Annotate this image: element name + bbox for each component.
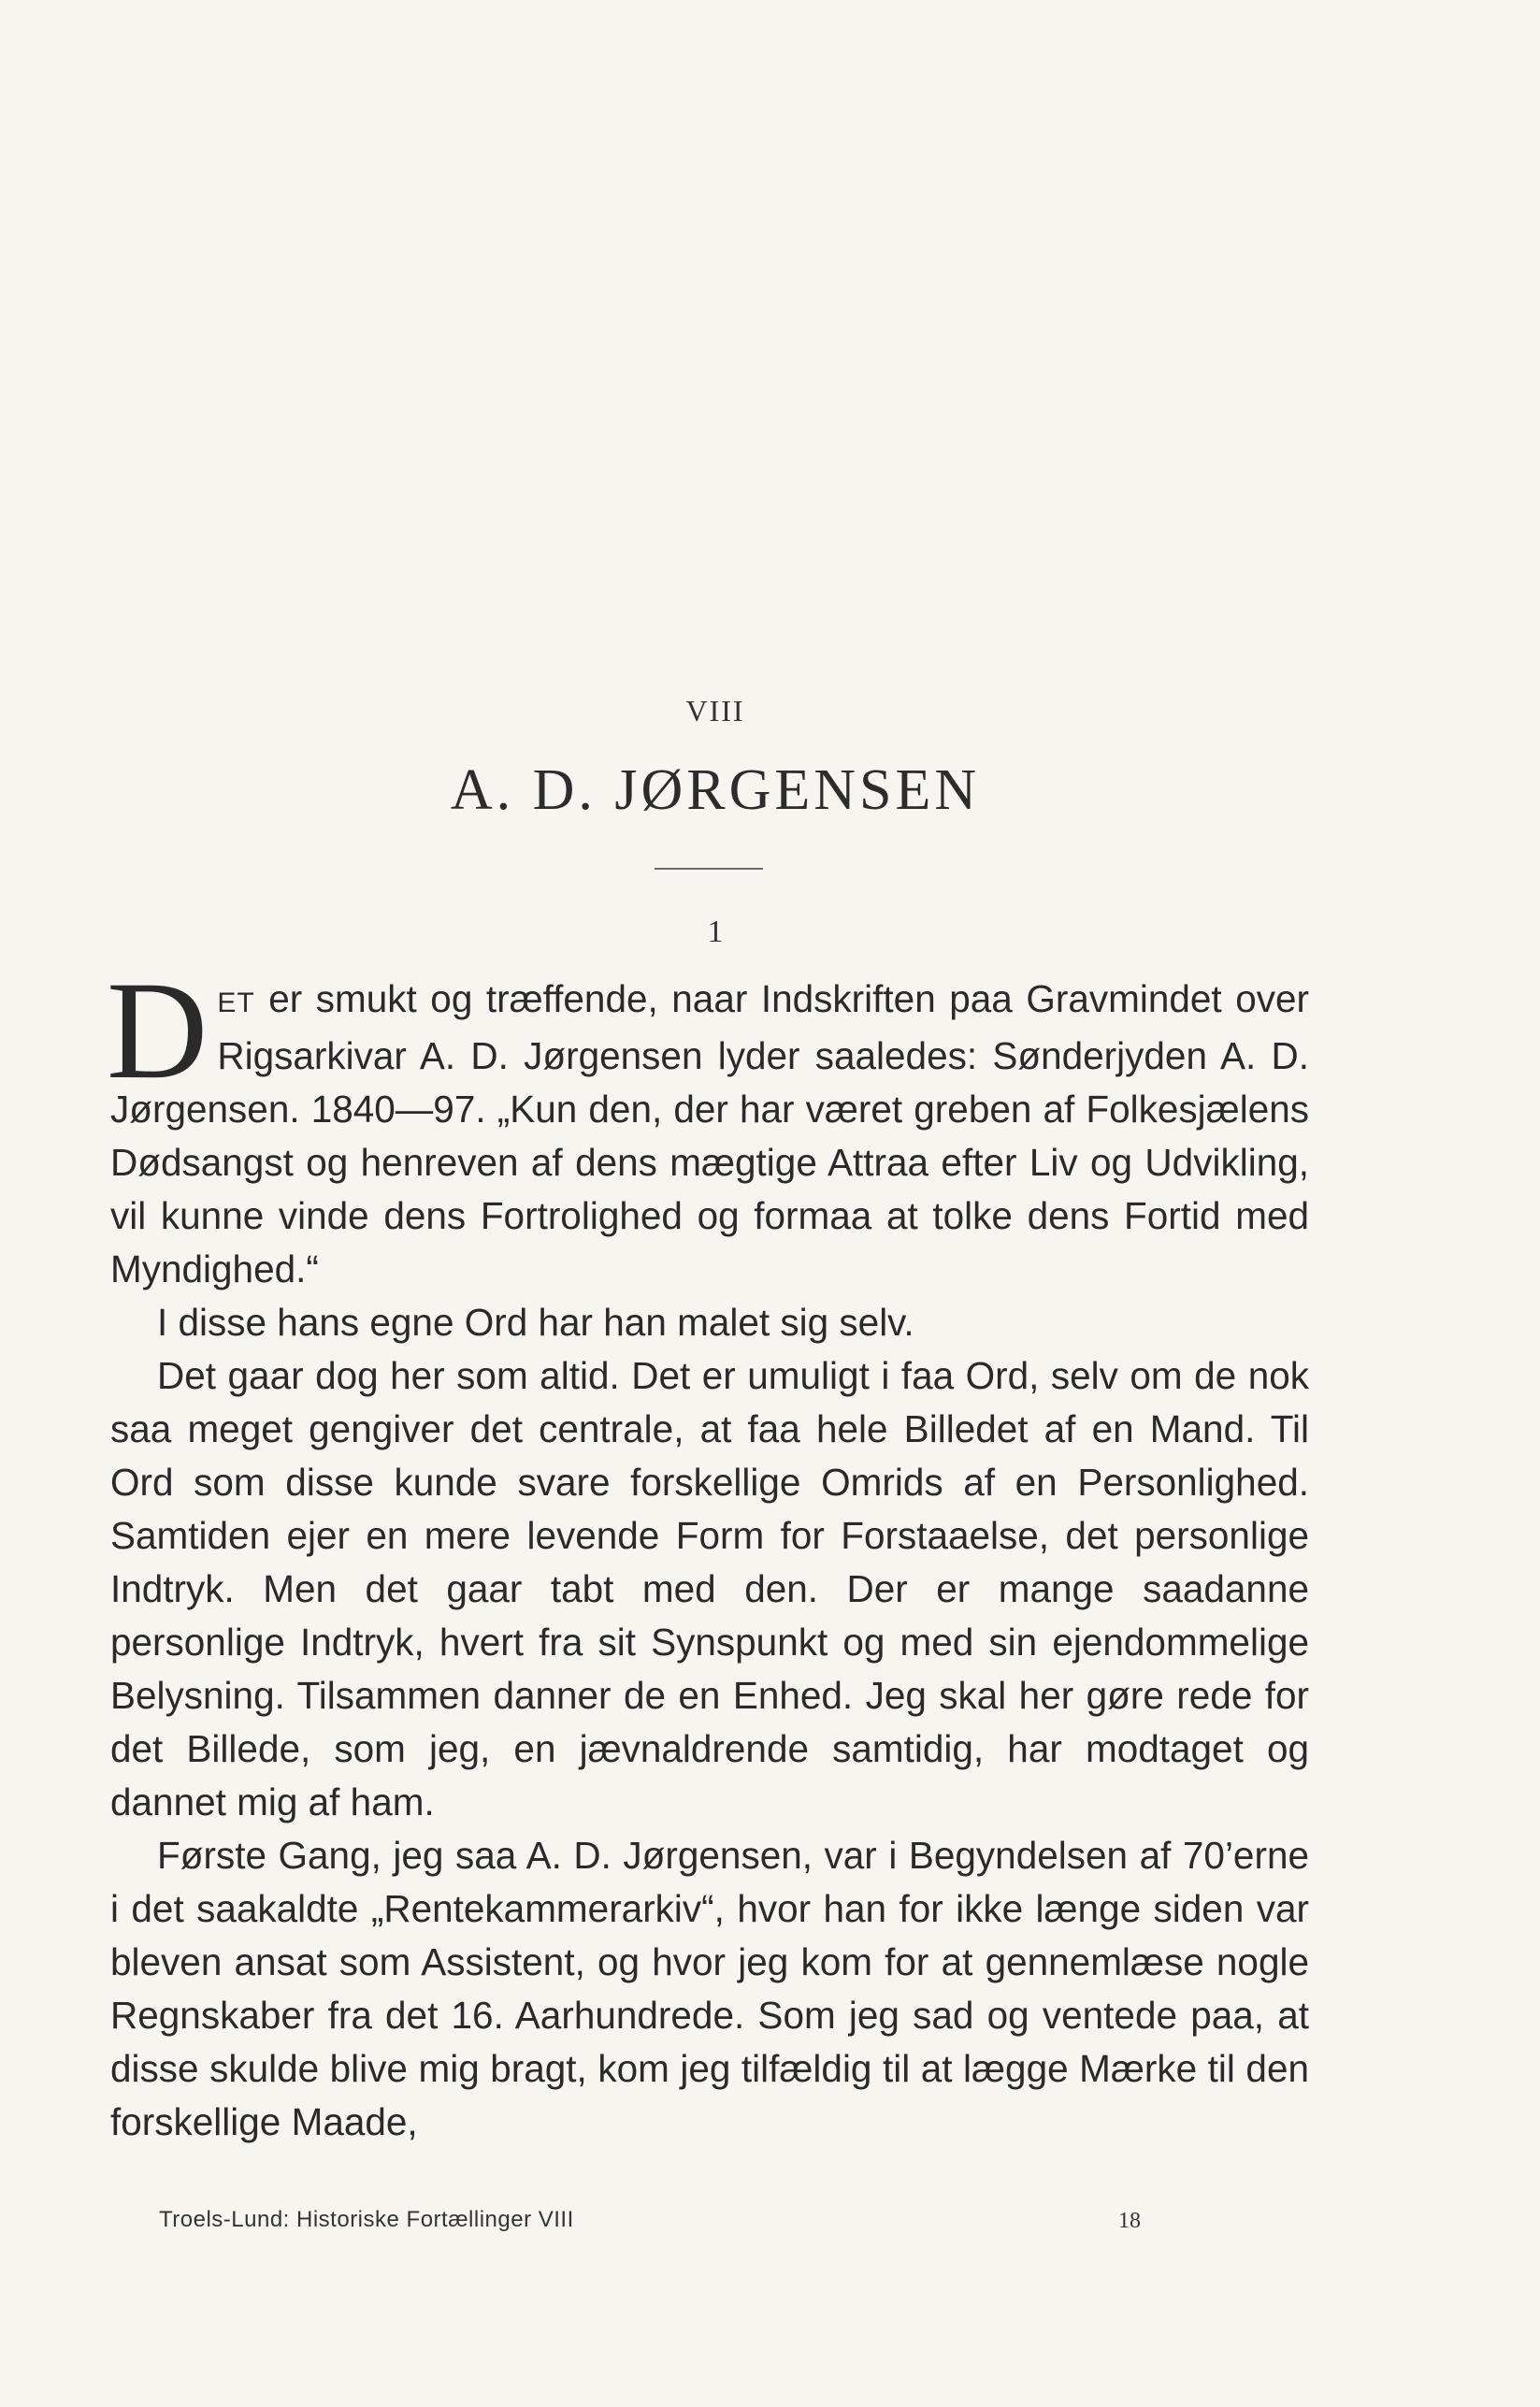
paragraph: Det gaar dog her som altid. Det er umuligt i faa Ord, selv om de nok saa meget gengiver det centrale, at faa hele Billedet af en Mand. Til Ord som disse kunde svare forskellige Omrids af en Personlighed. Samtiden ejer en mere levende Form for Forstaaelse, det personlige Indtryk. Men det gaar tabt med den. Der er mange saadanne personlige Indtryk, hvert fra sit Synspunkt og med sin ejendommelige Belysning. Tilsammen danner de en Enhed. Jeg skal her gøre rede for det Billede, som jeg, en jævnaldrende samtidig, har modtaget og dannet mig af ham.	[110, 1354, 1309, 1823]
paragraph: I disse hans egne Ord har han malet sig selv.	[157, 1301, 914, 1344]
paragraph-first-text: er smukt og træffende, naar Indskriften paa Gravmindet over Rigsarkivar A. D. Jørgensen lyder saaledes: Sønderjyden A. D. Jørgensen. 1840—97. „Kun den, der har været greben af Folkesjælens Dødsangst og henreven af dens mægtige Attraa efter Liv og Udvikling, vil kunne vinde dens Fortrolighed og formaa at tolke dens Fortid med Myndighed.“	[110, 977, 1309, 1290]
small-caps-lead: ET	[217, 987, 255, 1018]
section-number: 1	[707, 915, 724, 949]
body-text	[107, 953, 1309, 2149]
footer-book-title: Troels-Lund: Historiske Fortællinger VIII	[159, 2207, 574, 2232]
footer-signature-number: 18	[1118, 2209, 1141, 2233]
drop-cap: D	[107, 953, 209, 1108]
paragraph-first	[107, 953, 1309, 1296]
paragraph: Første Gang, jeg saa A. D. Jørgensen, var i Begyndelsen af 70’erne i det saakaldte „Rentekammerarkiv“, hvor han for ikke længe siden var bleven ansat som Assistent, og hvor jeg kom for at gennemlæse nogle Regnskaber fra det 16. Aarhundrede. Som jeg sad og ventede paa, at disse skulde blive mig bragt, kom jeg tilfældig til at lægge Mærke til den forskellige Maade,	[110, 1834, 1309, 2143]
title-divider	[655, 868, 763, 870]
chapter-number: VIII	[685, 694, 745, 728]
chapter-title: A. D. JØRGENSEN	[450, 758, 981, 822]
